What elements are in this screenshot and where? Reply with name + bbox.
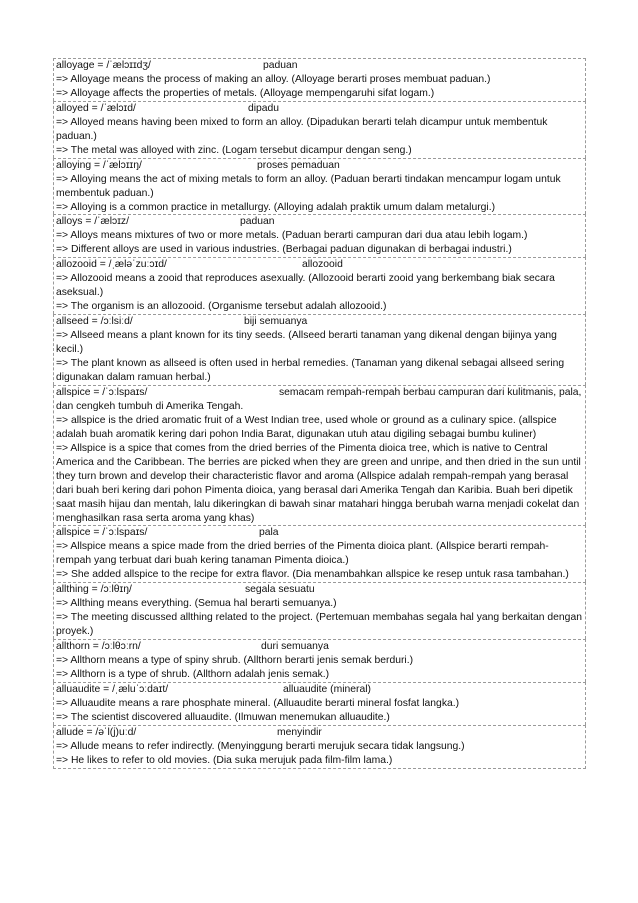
entry-allozooid: [53, 257, 586, 314]
entry-definition: => allspice is the dried aromatic fruit of a West Indian tree, used whole or ground as a culinary spice. (allspice adalah buah aromatik kering dari pohon India Barat, digunakan utuh atau digiling sebagai bumbu kuliner): [56, 414, 557, 440]
entry-term: allude = /əˈl(j)uːd/: [56, 726, 137, 738]
entry-term: alloyage = /ˈælɔɪɪdʒ/: [56, 60, 151, 71]
entry-definition: => Allozooid means a zooid that reproduces asexually. (Allozooid berarti zooid yang berkembang biak secara aseksual.): [56, 273, 555, 299]
entry-term: alloys = /ˈælɔɪz/: [56, 216, 129, 228]
entry-head: [56, 583, 583, 597]
entry-example: => The metal was alloyed with zinc. (Logam tersebut dicampur dengan seng.): [56, 144, 412, 156]
entry-allude: [53, 725, 586, 769]
entry-definition: => Allude means to refer indirectly. (Menyinggung berarti merujuk secara tidak langsung.): [56, 740, 465, 752]
entry-head: [56, 315, 583, 329]
entry-example: => The scientist discovered alluaudite. (Ilmuwan menemukan alluaudite.): [56, 711, 390, 723]
entry-term: allspice = /ˈɔːlspaɪs/: [56, 527, 148, 539]
entry-example: => Allspice is a spice that comes from the dried berries of the Pimenta dioica tree, which is native to Central America and the Caribbean. The berries are picked when they are green and unripe, and then dried in the sun until they turn brown and develop their characteristic flavor and aroma (Allspice adalah rempah-rempah yang berasal dari buah beri kering dari pohon Pimenta dioica, yang berasal dari Amerika Tengah dan Karibia. Buah beri dipetik saat masih hijau dan mentah, lalu dikeringkan di bawah sinar matahari hingga berubah warna menjadi cokelat dan menghasilkan rasa serta aroma yang khas): [56, 442, 581, 524]
entry-translation: allozooid: [302, 259, 343, 271]
entry-head: [56, 526, 583, 540]
entry-head: [56, 102, 583, 116]
entry-alluaudite: [53, 682, 586, 725]
entry-allseed: [53, 314, 586, 385]
entry-definition: => Allseed means a plant known for its tiny seeds. (Allseed berarti tanaman yang dikenal dengan bijinya yang kecil.): [56, 330, 557, 356]
entry-term: alluaudite = /ˌæluˈɔːdaɪt/: [56, 683, 169, 695]
entry-head: [56, 159, 583, 173]
entry-head: [56, 683, 583, 697]
entry-example: => The meeting discussed allthing related to the project. (Pertemuan membahas segala hal yang berkaitan dengan proyek.): [56, 612, 582, 638]
entry-term: allthing = /ɔːlθɪŋ/: [56, 584, 132, 596]
entry-example: => Different alloys are used in various industries. (Berbagai paduan digunakan di berbagai industri.): [56, 244, 512, 256]
entry-example: => The organism is an allozooid. (Organisme tersebut adalah allozooid.): [56, 301, 387, 313]
entry-translation: paduan: [263, 60, 298, 71]
entry-definition: => Allthorn means a type of spiny shrub. (Allthorn berarti jenis semak berduri.): [56, 655, 414, 667]
entry-head: [56, 386, 583, 414]
entry-definition: => Alloyage means the process of making an alloy. (Alloyage berarti proses membuat paduan.): [56, 73, 491, 85]
entry-definition: => Alloying means the act of mixing metals to form an alloy. (Paduan berarti tindakan mencampur logam untuk membentuk paduan.): [56, 173, 561, 199]
entry-translation: semacam rempah-rempah berbau campuran dari kulitmanis, pala, dan cengkeh tumbuh di Amerika Tengah.: [56, 386, 582, 412]
entry-term: allseed = /ɔːlsiːd/: [56, 316, 133, 328]
entry-example: => Alloyage affects the properties of metals. (Alloyage mempengaruhi sifat logam.): [56, 87, 435, 99]
entry-allthorn: [53, 639, 586, 682]
entry-alloyed: [53, 101, 586, 158]
entry-definition: => Allthing means everything. (Semua hal berarti semuanya.): [56, 598, 337, 610]
entry-head: [56, 59, 583, 73]
entry-translation: dipadu: [248, 102, 280, 114]
entry-example: => Alloying is a common practice in metallurgy. (Alloying adalah praktik umum dalam metalurgi.): [56, 201, 496, 213]
entry-head: [56, 726, 583, 740]
entry-term: allthorn = /ɔːlθɔːrn/: [56, 641, 141, 653]
entry-definition: => Alluaudite means a rare phosphate mineral. (Alluaudite berarti mineral fosfat langka.): [56, 697, 460, 709]
entry-translation: biji semuanya: [244, 316, 308, 328]
entry-translation: alluaudite (mineral): [283, 683, 371, 695]
entry-example: => Allthorn is a type of shrub. (Allthorn adalah jenis semak.): [56, 668, 330, 680]
entry-term: alloyed = /ˈælɔɪd/: [56, 102, 136, 114]
entry-translation: pala: [259, 527, 279, 539]
entry-allthing: [53, 582, 586, 639]
entry-translation: duri semuanya: [261, 641, 329, 653]
entry-translation: paduan: [240, 216, 275, 228]
entry-alloying: [53, 158, 586, 215]
entry-example: => He likes to refer to old movies. (Dia suka merujuk pada film-film lama.): [56, 754, 393, 766]
entry-example: => The plant known as allseed is often used in herbal remedies. (Tanaman yang dikenal sebagai allseed sering digunakan dalam ramuan herbal.): [56, 358, 565, 383]
entry-translation: segala sesuatu: [245, 584, 315, 596]
entry-alloyage: [53, 58, 586, 101]
entry-allspice-1: [53, 385, 586, 526]
entry-alloys: [53, 214, 586, 257]
entry-example: => She added allspice to the recipe for extra flavor. (Dia menambahkan allspice ke resep untuk rasa tambahan.): [56, 569, 569, 581]
entry-head: [56, 640, 583, 654]
entry-term: allozooid = /ˌæləˈzuːɔɪd/: [56, 259, 167, 271]
entry-term: allspice = /ˈɔːlspaɪs/: [56, 386, 148, 398]
entry-translation: menyindir: [277, 726, 322, 738]
entry-definition: => Alloys means mixtures of two or more metals. (Paduan berarti campuran dari dua atau lebih logam.): [56, 230, 528, 242]
entry-term: alloying = /ˈælɔɪɪŋ/: [56, 159, 142, 171]
entry-head: [56, 215, 583, 229]
entry-allspice-2: [53, 525, 586, 582]
entry-definition: => Allspice means a spice made from the dried berries of the Pimenta dioica plant. (Allspice berarti rempah-rempah yang terbuat dari buah kering tanaman Pimenta dioica.): [56, 541, 549, 567]
entry-head: [56, 258, 583, 272]
entry-definition: => Alloyed means having been mixed to form an alloy. (Dipadukan berarti telah dicampur untuk membentuk paduan.): [56, 116, 548, 142]
entry-translation: proses pemaduan: [257, 159, 340, 171]
